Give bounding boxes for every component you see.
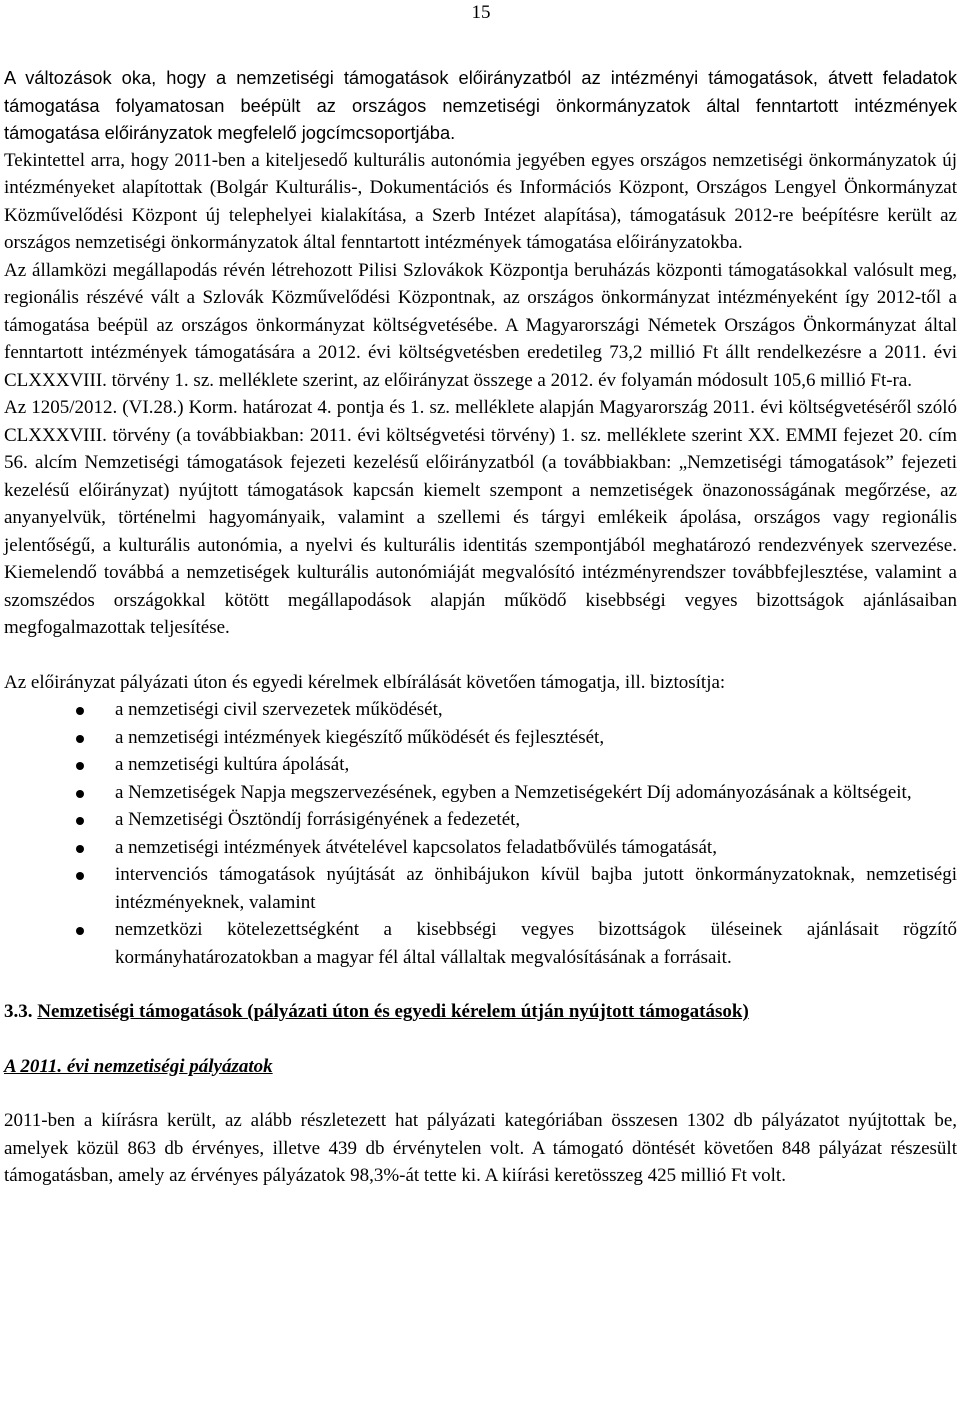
support-list: [4, 696, 957, 971]
subsection-title: A 2011. évi nemzetiségi pályázatok: [4, 1055, 273, 1077]
paragraph-government-decree: Az 1205/2012. (VI.28.) Korm. határozat 4. pontja és 1. sz. melléklete alapján Magyarország 2011. évi költségvetéséről szóló CLXXXVIII. törvény (a továbbiakban: 2011. évi költségvetési törvény) 1. sz. melléklete szerint XX. EMMI fejezet 20. cím 56. alcím Nemzetiségi támogatások fejezeti kezelésű előirányzatból (a továbbiakban: „Nemzetiségi támogatások” fejezeti kezelésű előirányzat) nyújtott támogatások kapcsán kiemelt szempont a nemzetiségek önazonosságának megőrzése, az anyanyelvük, történelmi hagyományaik, valamint a szellemi és tárgyi emlékeik ápolása, országos vagy regionális jelentőségű, a kulturális autonómia, a nyelvi és kulturális identitás szempontjából meghatározó rendezvények szervezése. Kiemelendő továbbá a nemzetiségek kulturális autonómiáját megvalósító intézményrendszer továbbfejlesztése, valamint a szomszédos országokkal kötött megállapodások alapján működő kisebbségi vegyes bizottságok ajánlásaiban megfogalmazottak teljesítése.: [4, 397, 957, 638]
paragraph-cultural-autonomy: Tekintettel arra, hogy 2011-ben a kiteljesedő kulturális autonómia jegyében egyes országos nemzetiségi önkormányzatok új intézményeket alapítottak (Bolgár Kulturális-, Dokumentációs és Információs Központ, Országos Lengyel Önkormányzat Közművelődési Központ új telephelyei kialakítása, a Szerb Intézet alapítása), támogatásuk 2012-re beépítésre került az országos nemzetiségi önkormányzatok által fenntartott intézmények támogatása előirányzatokba.: [4, 149, 957, 253]
page-number: 15: [471, 2, 491, 23]
list-item: a nemzetiségi kultúra ápolását,: [4, 751, 957, 779]
bullet-icon: [76, 845, 84, 853]
spacer: [4, 642, 957, 669]
spacer: [4, 1080, 957, 1107]
paragraph-interstate-agreement: Az államközi megállapodás révén létrehozott Pilisi Szlovákok Központja beruházás központi támogatásokkal valósult meg, regionális részévé vált a Szlovák Közművelődési Központnak, az országos önkormányzat intézményeként így 2012-től a támogatása beépül az országos önkormányzat költségvetésébe. A Magyarországi Németek Országos Önkormányzat által fenntartott intézmények támogatására a 2012. évi költségvetésben eredetileg 73,2 millió Ft állt rendelkezésre a 2011. évi CLXXXVIII. törvény 1. sz. melléklete szerint, az előirányzat összege a 2012. év folyamán módosult 105,6 millió Ft-ra.: [4, 259, 957, 391]
list-item: a Nemzetiségek Napja megszervezésének, egyben a Nemzetiségekért Díj adományozásának a költségeit,: [4, 779, 957, 807]
bullet-icon: [76, 762, 84, 770]
list-item: intervenciós támogatások nyújtását az önhibájukon kívül bajba jutott önkormányzatoknak, nemzetiségi intézményeknek, valamint: [4, 861, 957, 916]
section-title: Nemzetiségi támogatások (pályázati úton és egyedi kérelem útján nyújtott támogatások): [37, 1001, 749, 1022]
bullet-icon: [76, 817, 84, 825]
bullet-icon: [76, 707, 84, 715]
list-intro: Az előirányzat pályázati úton és egyedi kérelmek elbírálását követően támogatja, ill. biztosítja:: [4, 671, 726, 693]
bullet-icon: [76, 735, 84, 743]
list-item: a nemzetiségi intézmények kiegészítő működését és fejlesztését,: [4, 724, 957, 752]
document-body: [4, 64, 957, 1190]
bullet-icon: [76, 927, 84, 935]
spacer: [4, 1026, 957, 1053]
list-item: a nemzetiségi civil szervezetek működését,: [4, 696, 957, 724]
spacer: [4, 971, 957, 998]
section-heading: [4, 998, 957, 1026]
paragraph-changes-reason: A változások oka, hogy a nemzetiségi támogatások előirányzatból az intézményi támogatások, átvett feladatok támogatása folyamatosan beépült az országos nemzetiségi önkormányzatok által fenntartott intézmények támogatása előirányzatok megfelelő jogcímcsoportjába.: [4, 67, 957, 143]
bullet-icon: [76, 872, 84, 880]
section-number: 3.3.: [4, 1001, 33, 1022]
bullet-icon: [76, 790, 84, 798]
list-item: a Nemzetiségi Ösztöndíj forrásigényének a fedezetét,: [4, 806, 957, 834]
paragraph-applications-2011: 2011-ben a kiírásra került, az alább részletezett hat pályázati kategóriában összesen 1302 db pályázatot nyújtottak be, amelyek közül 863 db érvényes, illetve 439 db érvénytelen volt. A támogató döntését követően 848 pályázat részesült támogatásban, amely az érvényes pályázatok 98,3%-át tette ki. A kiírási keretösszeg 425 millió Ft volt.: [4, 1110, 957, 1186]
list-item: a nemzetiségi intézmények átvételével kapcsolatos feladatbővülés támogatását,: [4, 834, 957, 862]
list-item: nemzetközi kötelezettségként a kisebbségi vegyes bizottságok üléseinek ajánlásait rögzítő kormányhatározatokban a magyar fél által vállaltak megvalósításának a forrásait.: [4, 916, 957, 971]
